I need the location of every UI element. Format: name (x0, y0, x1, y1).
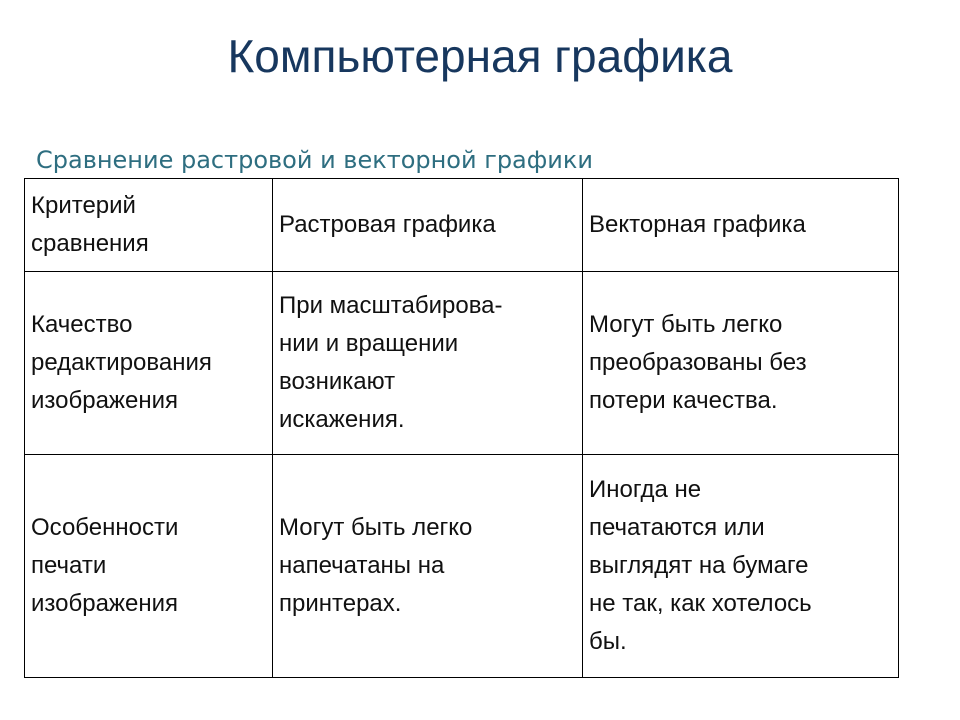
comparison-table (24, 178, 899, 678)
vector-cell (583, 272, 899, 455)
criterion-line: изображения (31, 590, 178, 617)
vector-cell (583, 455, 899, 678)
criterion-cell (25, 272, 273, 455)
header-vector-label: Векторная графика (589, 211, 806, 238)
vector-line: выглядят на бумаге (589, 552, 809, 579)
header-vector-cell (583, 179, 899, 272)
criterion-line: Особенности (31, 514, 179, 541)
header-criterion-cell (25, 179, 273, 272)
table-header-row (25, 179, 899, 272)
criterion-line: изображения (31, 387, 178, 414)
vector-line: преобразованы без (589, 349, 807, 376)
raster-line: принтерах. (279, 590, 402, 617)
vector-line: потери качества. (589, 387, 778, 414)
header-raster-cell (273, 179, 583, 272)
raster-line: нии и вращении (279, 330, 459, 357)
criterion-cell (25, 455, 273, 678)
header-criterion-line: Критерий (31, 192, 136, 219)
criterion-line: печати (31, 552, 107, 579)
raster-line: напечатаны на (279, 552, 445, 579)
table-row (25, 272, 899, 455)
raster-line: искажения. (279, 406, 405, 433)
vector-line: не так, как хотелось (589, 590, 812, 617)
slide-subtitle: Сравнение растровой и векторной графики (36, 146, 593, 174)
raster-line: возникают (279, 368, 396, 395)
vector-line: Иногда не (589, 476, 702, 503)
vector-line: бы. (589, 628, 627, 655)
slide-title: Компьютерная графика (227, 30, 733, 82)
criterion-line: редактирования (31, 349, 212, 376)
raster-line: При масштабирова- (279, 292, 503, 319)
table-row (25, 455, 899, 678)
header-raster-label: Растровая графика (279, 211, 496, 238)
raster-cell (273, 455, 583, 678)
vector-line: печатаются или (589, 514, 765, 541)
header-criterion-line: сравнения (31, 230, 149, 257)
raster-cell (273, 272, 583, 455)
raster-line: Могут быть легко (279, 514, 473, 541)
criterion-line: Качество (31, 311, 133, 338)
vector-line: Могут быть легко (589, 311, 783, 338)
